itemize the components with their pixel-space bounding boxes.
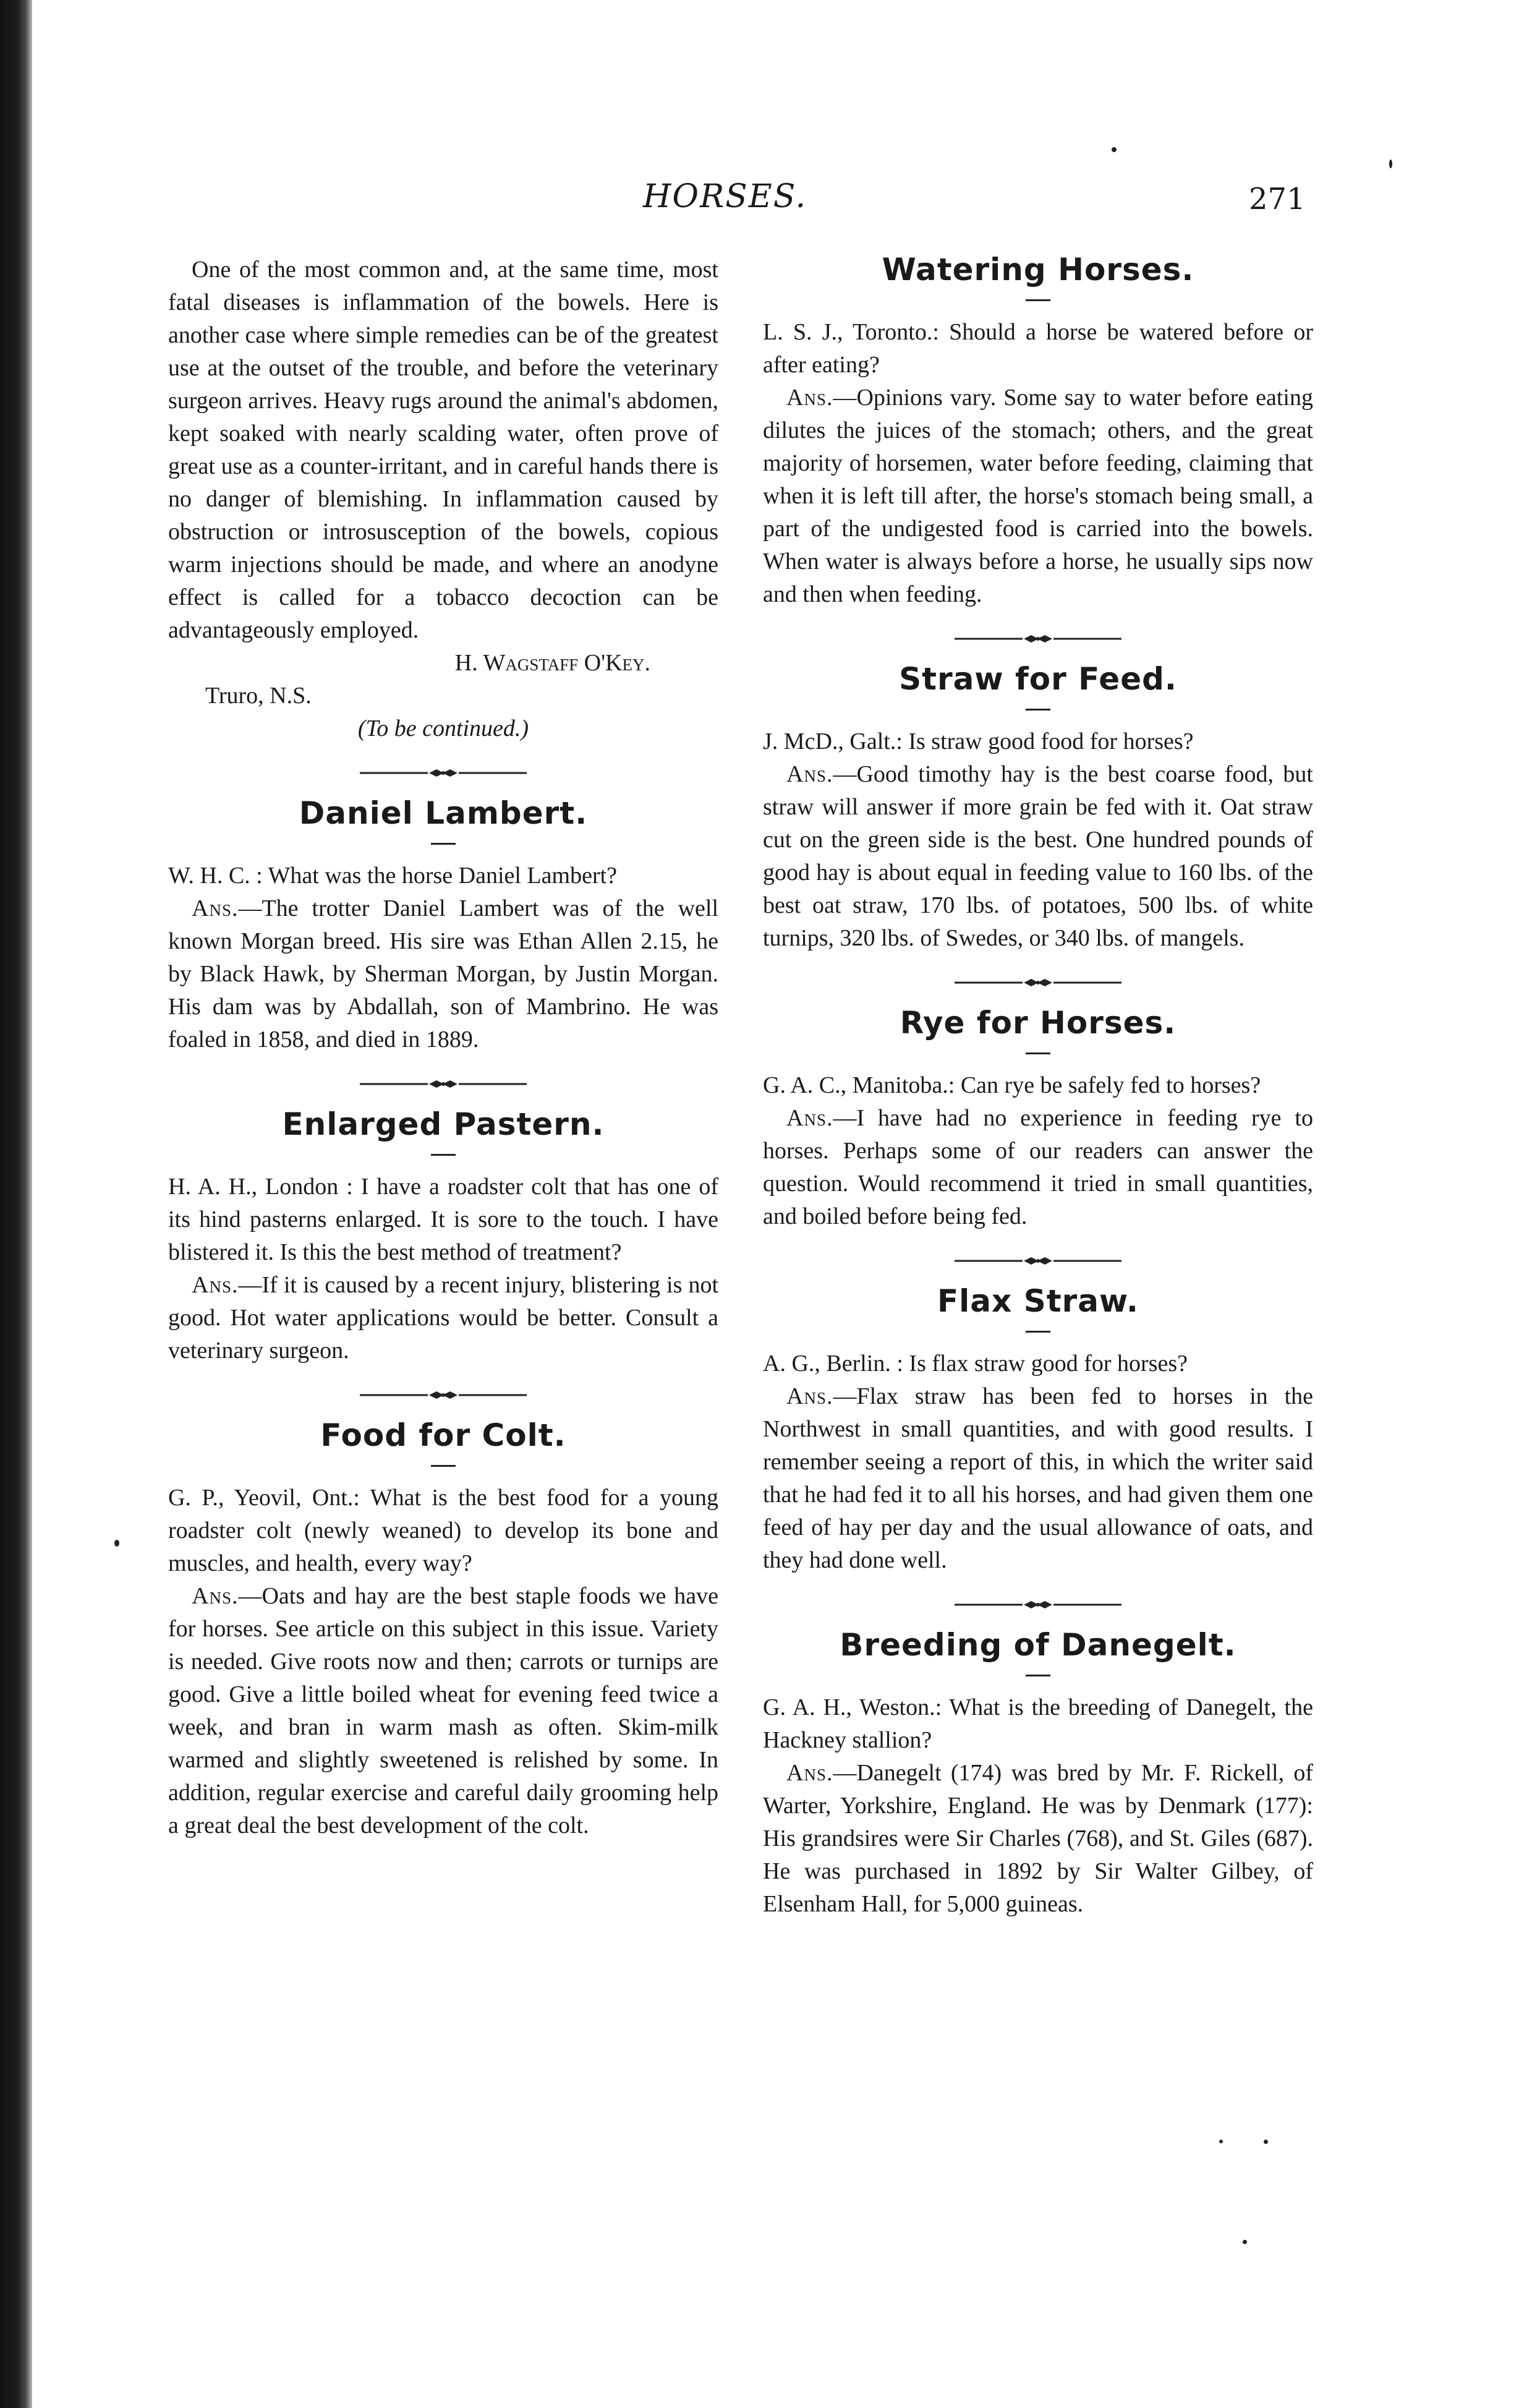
answer-label: Ans. — [786, 1383, 833, 1409]
section-heading: Flax Straw. — [937, 1283, 1139, 1319]
question-paragraph: G. A. H., Weston.: What is the breeding of Danegelt, the Hackney stallion? — [763, 1694, 1313, 1753]
answer-text: —I have had no experience in feeding rye to horses. Perhaps some of our readers can answer the question. Would recommend it tried in small quantities, and boiled before being fed. — [763, 1105, 1313, 1229]
heading-dash — [431, 1465, 456, 1467]
page-title: HORSES. — [643, 178, 807, 215]
article-breeding-of-danegelt — [763, 1626, 1313, 1921]
running-header — [0, 178, 1519, 234]
question-paragraph: W. H. C. : What was the horse Daniel Lambert? — [168, 863, 618, 889]
ink-speck — [1112, 147, 1117, 152]
ornament-divider-icon — [955, 1599, 1121, 1611]
ornament-divider-icon — [360, 1078, 527, 1090]
section-divider — [168, 1381, 718, 1409]
section-heading: Watering Horses. — [882, 252, 1194, 288]
right-column — [763, 254, 1313, 1921]
heading-dash — [431, 1154, 456, 1156]
article-food-for-colt — [168, 1417, 718, 1842]
section-heading: Food for Colt. — [320, 1417, 566, 1453]
question-paragraph: A. G., Berlin. : Is flax straw good for horses? — [763, 1351, 1188, 1377]
question-paragraph: J. McD., Galt.: Is straw good food for horses? — [763, 728, 1194, 754]
section-divider — [763, 1247, 1313, 1275]
answer-label: Ans. — [786, 385, 833, 411]
author-signature: H. Wagstaff O'Key. — [454, 650, 650, 676]
answer-paragraph — [168, 1269, 718, 1367]
article-watering-horses — [763, 251, 1313, 611]
section-divider — [763, 625, 1313, 653]
heading-dash — [1026, 709, 1050, 711]
article-enlarged-pastern — [168, 1106, 718, 1367]
question-paragraph: L. S. J., Toronto.: Should a horse be watered before or after eating? — [763, 319, 1313, 378]
section-heading: Rye for Horses. — [900, 1005, 1176, 1041]
answer-label: Ans. — [786, 1760, 833, 1786]
answer-label: Ans. — [192, 1272, 239, 1298]
heading-dash — [1026, 1675, 1050, 1676]
book-binding-edge — [0, 0, 32, 2408]
continued-note: (To be continued.) — [357, 715, 529, 741]
question-paragraph: G. P., Yeovil, Ont.: What is the best food for a young roadster colt (newly weaned) to develop its bone and muscles, and health, every way? — [168, 1485, 718, 1576]
answer-text: —Opinions vary. Some say to water before eating dilutes the juices of the stomach; others, and the great majority of horsemen, water before feeding, claiming that when it is left till after, the horse's stomach being small, a part of the undigested food is carried into the bowels. When water is always before a horse, he usually sips now and then when feeding. — [763, 385, 1313, 607]
answer-text: —Good timothy hay is the best coarse food, but straw will answer if more grain be fed with it. Oat straw cut on the green side is the best. One hundred pounds of good hay is about equal in feeding value to 160 lbs. of the best oat straw, 170 lbs. of potatoes, 500 lbs. of white turnips, 320 lbs. of Swedes, or 340 lbs. of mangels. — [763, 761, 1313, 951]
ink-speck — [1219, 2140, 1223, 2143]
answer-paragraph — [763, 1102, 1313, 1233]
section-heading: Enlarged Pastern. — [282, 1106, 605, 1142]
author-place: Truro, N.S. — [205, 683, 312, 709]
heading-dash — [431, 843, 456, 845]
page-number: 271 — [1249, 182, 1306, 216]
question-paragraph: H. A. H., London : I have a roadster colt that has one of its hind pasterns enlarged. It is sore to the touch. I have blistered it. Is this the best method of treatment? — [168, 1174, 718, 1265]
answer-paragraph — [168, 1580, 718, 1842]
article-flax-straw — [763, 1283, 1313, 1577]
answer-paragraph — [763, 382, 1313, 611]
answer-text: —Danegelt (174) was bred by Mr. F. Rickell, of Warter, Yorkshire, England. He was by Denmark (177): His grandsires were Sir Charles (768), and St. Giles (687). He was purchased in 1892 by Sir Walter Gilbey, of Elsenham Hall, for 5,000 guineas. — [763, 1760, 1313, 1917]
answer-label: Ans. — [786, 761, 833, 787]
answer-label: Ans. — [192, 895, 239, 921]
answer-label: Ans. — [192, 1583, 239, 1609]
answer-paragraph — [763, 1757, 1313, 1921]
answer-text: —The trotter Daniel Lambert was of the well known Morgan breed. His sire was Ethan Allen 2.15, he by Black Hawk, by Sherman Morgan, by Justin Morgan. His dam was by Abdallah, son of Mambrino. He was foaled in 1858, and died in 1889. — [168, 895, 718, 1052]
answer-paragraph — [168, 892, 718, 1056]
ornament-divider-icon — [360, 1389, 527, 1401]
ornament-divider-icon — [360, 767, 527, 779]
article-daniel-lambert — [168, 795, 718, 1056]
answer-text: —Flax straw has been fed to horses in the Northwest in small quantities, and with good results. I remember seeing a report of this, in which the writer said that he had fed it to all his horses, and had given them one feed of hay per day and the usual allowance of oats, and they had done well. — [763, 1383, 1313, 1573]
article-straw-for-feed — [763, 660, 1313, 955]
section-heading: Straw for Feed. — [899, 661, 1177, 697]
answer-text: —Oats and hay are the best staple foods we have for horses. See article on this subject in this issue. Variety is needed. Give roots now and then; carrots or turnips are good. Give a little boiled wheat for evening feed twice a week, and bran in warm mash as often. Skim-milk warmed and slightly sweetened is relished by some. In addition, regular exercise and careful daily grooming help a great deal the best development of the colt. — [168, 1583, 718, 1838]
article-inflammation — [168, 254, 718, 745]
ornament-divider-icon — [955, 976, 1121, 989]
answer-paragraph — [763, 758, 1313, 955]
question-paragraph: G. A. C., Manitoba.: Can rye be safely fed to horses? — [763, 1072, 1261, 1098]
section-heading: Breeding of Danegelt. — [840, 1627, 1236, 1663]
ink-speck — [1389, 160, 1392, 168]
answer-paragraph — [763, 1380, 1313, 1577]
heading-dash — [1026, 1331, 1050, 1333]
answer-text: —If it is caused by a recent injury, blistering is not good. Hot water applications would be better. Consult a veterinary surgeon. — [168, 1272, 718, 1364]
intro-paragraph: One of the most common and, at the same time, most fatal diseases is inflammation of the bowels. Here is another case where simple remedies can be of the greatest use at the outset of the trouble, and before the veterinary surgeon arrives. Heavy rugs around the animal's abdomen, kept soaked with nearly scalding water, often prove of great use as a counter-irritant, and in careful hands there is no danger of blemishing. In inflammation caused by obstruction or introsusception of the bowels, copious warm injections should be made, and where an anodyne effect is called for a tobacco decoction can be advantageously employed. — [168, 257, 718, 643]
section-heading: Daniel Lambert. — [299, 795, 588, 831]
left-column — [168, 254, 718, 1842]
ink-speck — [1243, 2240, 1247, 2244]
ornament-divider-icon — [955, 633, 1121, 645]
section-divider — [168, 1070, 718, 1098]
heading-dash — [1026, 1052, 1050, 1054]
ornament-divider-icon — [955, 1255, 1121, 1267]
section-divider — [763, 1590, 1313, 1619]
answer-label: Ans. — [786, 1105, 833, 1131]
heading-dash — [1026, 299, 1050, 301]
ink-speck — [114, 1540, 119, 1547]
article-rye-for-horses — [763, 1004, 1313, 1233]
section-divider — [168, 759, 718, 787]
ink-speck — [1264, 2140, 1268, 2144]
section-divider — [763, 968, 1313, 997]
